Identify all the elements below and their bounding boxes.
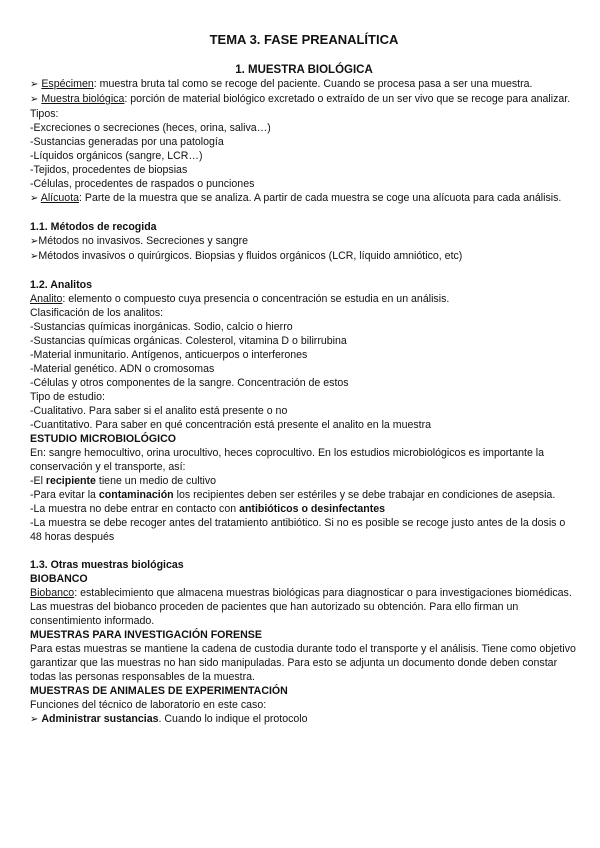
definition-especimen — [30, 77, 578, 92]
list-item: -Material inmunitario. Antígenos, anticuerpos o interferones — [30, 349, 308, 361]
list-item — [30, 249, 578, 264]
tipo-estudio-title: Tipo de estudio: — [30, 391, 105, 403]
bold-term: contaminación — [98, 489, 174, 501]
text: . Cuando lo indique el protocolo — [158, 713, 308, 725]
bold-term: recipiente — [45, 475, 96, 487]
definition-text: : Parte de la muestra que se analiza. A partir de cada muestra se coge una alícuota para cada análisis. — [79, 192, 562, 204]
list-item: -Sustancias generadas por una patología — [30, 136, 224, 148]
clasificacion-title: Clasificación de los analitos: — [30, 307, 164, 319]
text: tiene un medio de cultivo — [95, 475, 217, 487]
paragraph-forense: Para estas muestras se mantiene la cadena de custodia durante todo el transporte y el análisis. Tiene como objetivo garantizar que las muestras no han sido manipuladas. Para esto se adjunta un documento donde deben constar todas las personas responsables de la muestra. — [30, 643, 576, 683]
text: -El — [30, 475, 46, 487]
definition-muestra-biologica — [30, 92, 578, 121]
list-item — [30, 502, 578, 516]
section-heading-metodos-recogida: 1.1. Métodos de recogida — [30, 221, 157, 233]
list-item: -Tejidos, procedentes de biopsias — [30, 164, 188, 176]
list-item: -Material genético. ADN o cromosomas — [30, 363, 215, 375]
text: -La muestra no debe entrar en contacto con — [30, 503, 240, 515]
arrow-bullet-icon: ➢ — [30, 251, 39, 262]
term-especimen: Espécimen — [41, 78, 94, 90]
definition-text: : muestra bruta tal como se recoge del paciente. Cuando se procesa pasa a ser una muestra. — [93, 78, 533, 90]
document-page — [30, 0, 578, 727]
list-item — [30, 234, 578, 249]
term-muestra-biologica: Muestra biológica — [41, 93, 125, 105]
list-item: -Sustancias químicas inorgánicas. Sodio, calcio o hierro — [30, 321, 293, 333]
arrow-bullet-icon: ➢ — [30, 94, 39, 105]
section-heading-muestra-biologica: 1. MUESTRA BIOLÓGICA — [235, 64, 373, 76]
term-alicuota: Alícuota — [40, 192, 80, 204]
arrow-bullet-icon: ➢ — [30, 193, 39, 204]
text: -Para evitar la — [30, 489, 99, 501]
arrow-bullet-icon: ➢ — [30, 714, 39, 725]
page-title: TEMA 3. FASE PREANALÍTICA — [209, 32, 399, 47]
list-item-text: Métodos invasivos o quirúrgicos. Biopsias y fluidos orgánicos (LCR, líquido amniótico, etc) — [38, 250, 463, 262]
definition-alicuota — [30, 191, 578, 206]
list-item: -Líquidos orgánicos (sangre, LCR…) — [30, 150, 203, 162]
definition-text: : elemento o compuesto cuya presencia o concentración se estudia en un análisis. — [62, 293, 450, 305]
section-heading-otras-muestras: 1.3. Otras muestras biológicas — [30, 559, 184, 571]
list-item: -La muestra se debe recoger antes del tratamiento antibiótico. Si no es posible se recoge justo antes de la dosis o 48 horas después — [30, 517, 566, 543]
arrow-bullet-icon: ➢ — [30, 236, 39, 247]
bold-term: antibióticos o desinfectantes — [239, 503, 386, 515]
list-item — [30, 712, 578, 727]
bold-term: Administrar sustancias — [41, 713, 159, 725]
definition-analito — [30, 292, 578, 306]
list-item: -Cualitativo. Para saber si el analito está presente o no — [30, 405, 288, 417]
list-item: -Cuantitativo. Para saber en qué concentración está presente el analito en la muestra — [30, 419, 432, 431]
paragraph-biobanco: Las muestras del biobanco proceden de pacientes que han autorizado su obtención. Para ello firman un consentimiento informado. — [30, 601, 519, 627]
list-item — [30, 474, 578, 488]
heading-forense: MUESTRAS PARA INVESTIGACIÓN FORENSE — [30, 629, 262, 641]
list-item: -Células, procedentes de raspados o punciones — [30, 178, 255, 190]
heading-animales: MUESTRAS DE ANIMALES DE EXPERIMENTACIÓN — [30, 685, 288, 697]
term-biobanco: Biobanco — [30, 587, 75, 599]
definition-biobanco — [30, 586, 578, 600]
arrow-bullet-icon: ➢ — [30, 79, 39, 90]
heading-estudio-microbiologico: ESTUDIO MICROBIOLÓGICO — [30, 433, 176, 445]
paragraph-animales: Funciones del técnico de laboratorio en este caso: — [30, 699, 267, 711]
paragraph-micro-intro: En: sangre hemocultivo, orina urocultivo, heces coprocultivo. En los estudios microbiológicos es importante la conservación y el transporte, así: — [30, 447, 545, 473]
term-analito: Analito — [30, 293, 63, 305]
list-item-text: Métodos no invasivos. Secreciones y sangre — [38, 235, 249, 247]
list-item — [30, 488, 578, 502]
list-item: -Células y otros componentes de la sangre. Concentración de estos — [30, 377, 349, 389]
text: los recipientes deben ser estériles y se debe trabajar en condiciones de asepsia. — [173, 489, 556, 501]
list-item: -Sustancias químicas orgánicas. Colesterol, vitamina D o bilirrubina — [30, 335, 347, 347]
heading-biobanco: BIOBANCO — [30, 573, 88, 585]
definition-text: : establecimiento que almacena muestras biológicas para diagnosticar o para investigaciones biomédicas. — [74, 587, 572, 599]
list-item: -Excreciones o secreciones (heces, orina, saliva…) — [30, 122, 271, 134]
definition-text: : porción de material biológico excretado o extraído de un ser vivo que se recoge para analizar. Tipos: — [30, 93, 571, 120]
section-heading-analitos: 1.2. Analitos — [30, 279, 93, 291]
